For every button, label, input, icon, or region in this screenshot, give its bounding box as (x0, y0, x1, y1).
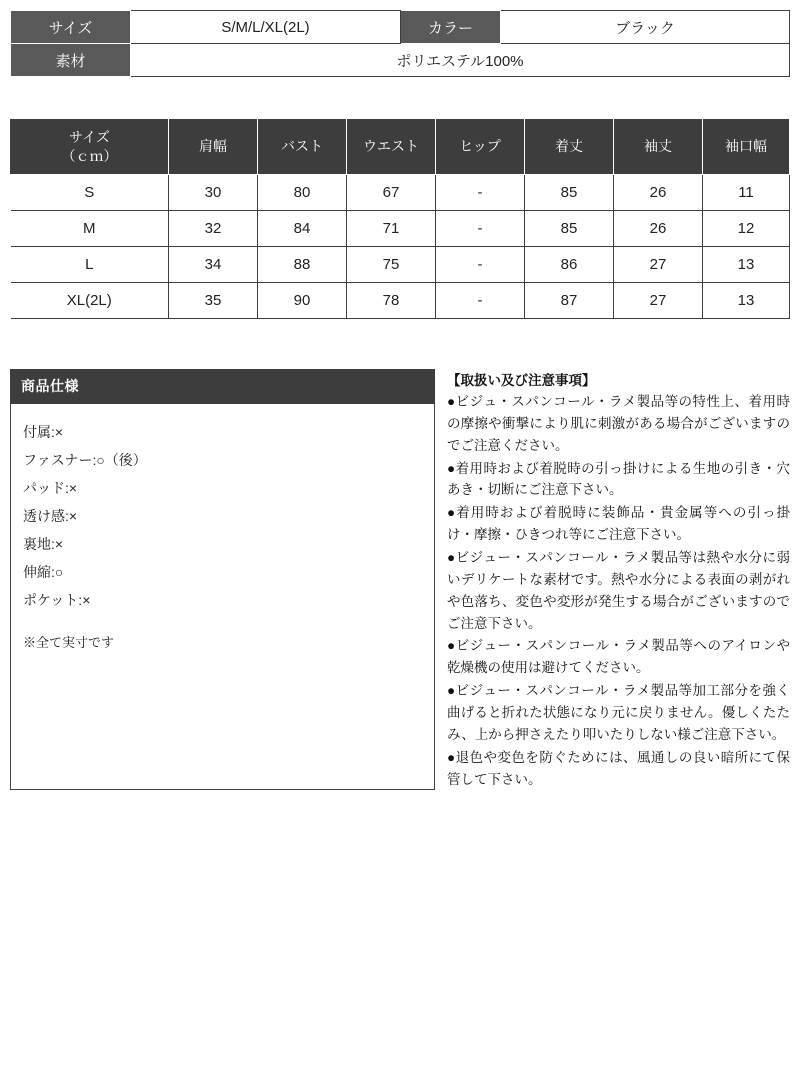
table-row (11, 175, 790, 211)
cell-s-waist: 67 (347, 175, 436, 211)
list-item: 裏地:× (23, 536, 64, 552)
table-header-row (11, 119, 790, 175)
table-row (11, 11, 790, 44)
cell-l-hip: - (436, 247, 525, 283)
row-label-s: S (11, 175, 169, 211)
column-header-bust: バスト (258, 119, 347, 175)
row-label-l: L (11, 247, 169, 283)
product-spec-title: 商品仕様 (11, 369, 434, 404)
cell-l-shoulder: 34 (169, 247, 258, 283)
cell-l-bust: 88 (258, 247, 347, 283)
cell-l-waist: 75 (347, 247, 436, 283)
column-header-size (11, 119, 169, 175)
table-row (11, 283, 790, 319)
measurement-table (10, 118, 790, 319)
care-item: ●退色や変色を防ぐためには、風通しの良い暗所にて保管して下さい。 (447, 749, 790, 787)
cell-s-sleeve-length: 26 (614, 175, 703, 211)
care-instructions-title: 【取扱い及び注意事項】 (447, 373, 596, 388)
care-item: ●着用時および着脱時の引っ掛けによる生地の引き・穴あき・切断にご注意下さい。 (447, 460, 790, 498)
lower-section (10, 369, 790, 791)
cell-m-cuff-width: 12 (703, 211, 790, 247)
cell-l-length: 86 (525, 247, 614, 283)
table-row (11, 247, 790, 283)
column-header-shoulder: 肩幅 (169, 119, 258, 175)
table-row (11, 211, 790, 247)
column-header-length: 着丈 (525, 119, 614, 175)
cell-s-shoulder: 30 (169, 175, 258, 211)
cell-xl-shoulder: 35 (169, 283, 258, 319)
cell-m-sleeve-length: 26 (614, 211, 703, 247)
column-header-size-unit: （ｃｍ） (61, 147, 118, 164)
column-header-sleeve-length: 袖丈 (614, 119, 703, 175)
table-row (11, 44, 790, 77)
cell-m-shoulder: 32 (169, 211, 258, 247)
cell-xl-sleeve-length: 27 (614, 283, 703, 319)
cell-m-waist: 71 (347, 211, 436, 247)
care-item: ●ビジュ・スパンコール・ラメ製品等の特性上、着用時の摩擦や衝撃により肌に刺激がある場合がございますのでご注意ください。 (447, 394, 790, 453)
column-header-hip: ヒップ (436, 119, 525, 175)
cell-l-sleeve-length: 27 (614, 247, 703, 283)
measurement-table-wrapper (10, 118, 790, 319)
spec-value-material: ポリエステル100% (131, 44, 790, 77)
cell-xl-bust: 90 (258, 283, 347, 319)
list-item: ポケット:× (23, 592, 91, 608)
spec-value-color: ブラック (501, 11, 790, 44)
product-spec-panel (10, 369, 435, 790)
list-item: 付属:× (23, 424, 64, 440)
cell-xl-waist: 78 (347, 283, 436, 319)
list-item: ファスナー:○（後） (23, 452, 147, 468)
list-item: 伸縮:○ (23, 564, 64, 580)
column-header-size-main: サイズ (69, 128, 110, 145)
cell-l-cuff-width: 13 (703, 247, 790, 283)
list-item: パッド:× (23, 480, 78, 496)
list-item: 透け感:× (23, 508, 78, 524)
spec-label-material: 素材 (11, 44, 131, 77)
cell-xl-hip: - (436, 283, 525, 319)
care-instructions-panel (435, 369, 790, 791)
cell-m-hip: - (436, 211, 525, 247)
care-item: ●着用時および着脱時に装飾品・貴金属等への引っ掛け・摩擦・ひきつれ等にご注意下さい。 (447, 505, 790, 543)
spec-value-size: S/M/L/XL(2L) (131, 11, 401, 44)
column-header-cuff-width: 袖口幅 (703, 119, 790, 175)
cell-xl-length: 87 (525, 283, 614, 319)
cell-m-length: 85 (525, 211, 614, 247)
care-item: ●ビジュー・スパンコール・ラメ製品等へのアイロンや乾燥機の使用は避けてください。 (447, 638, 790, 676)
spec-table (10, 10, 790, 77)
row-label-m: M (11, 211, 169, 247)
cell-m-bust: 84 (258, 211, 347, 247)
cell-s-length: 85 (525, 175, 614, 211)
care-item: ●ビジュー・スパンコール・ラメ製品等加工部分を強く曲げると折れた状態になり元に戻りません。優しくたたみ、上から押さえたり叩いたりしない様ご注意下さい。 (447, 683, 790, 742)
spec-label-size: サイズ (11, 11, 131, 44)
row-label-xl: XL(2L) (11, 283, 169, 319)
product-spec-note: ※全て実寸です (23, 635, 115, 650)
cell-s-hip: - (436, 175, 525, 211)
cell-xl-cuff-width: 13 (703, 283, 790, 319)
cell-s-cuff-width: 11 (703, 175, 790, 211)
cell-s-bust: 80 (258, 175, 347, 211)
care-item: ●ビジュー・スパンコール・ラメ製品等は熱や水分に弱いデリケートな素材です。熱や水分による表面の剥がれや色落ち、変色や変形が発生する場合がございますのでご注意下さい。 (447, 550, 790, 631)
column-header-waist: ウエスト (347, 119, 436, 175)
spec-label-color: カラー (401, 11, 501, 44)
product-spec-body (11, 404, 434, 789)
